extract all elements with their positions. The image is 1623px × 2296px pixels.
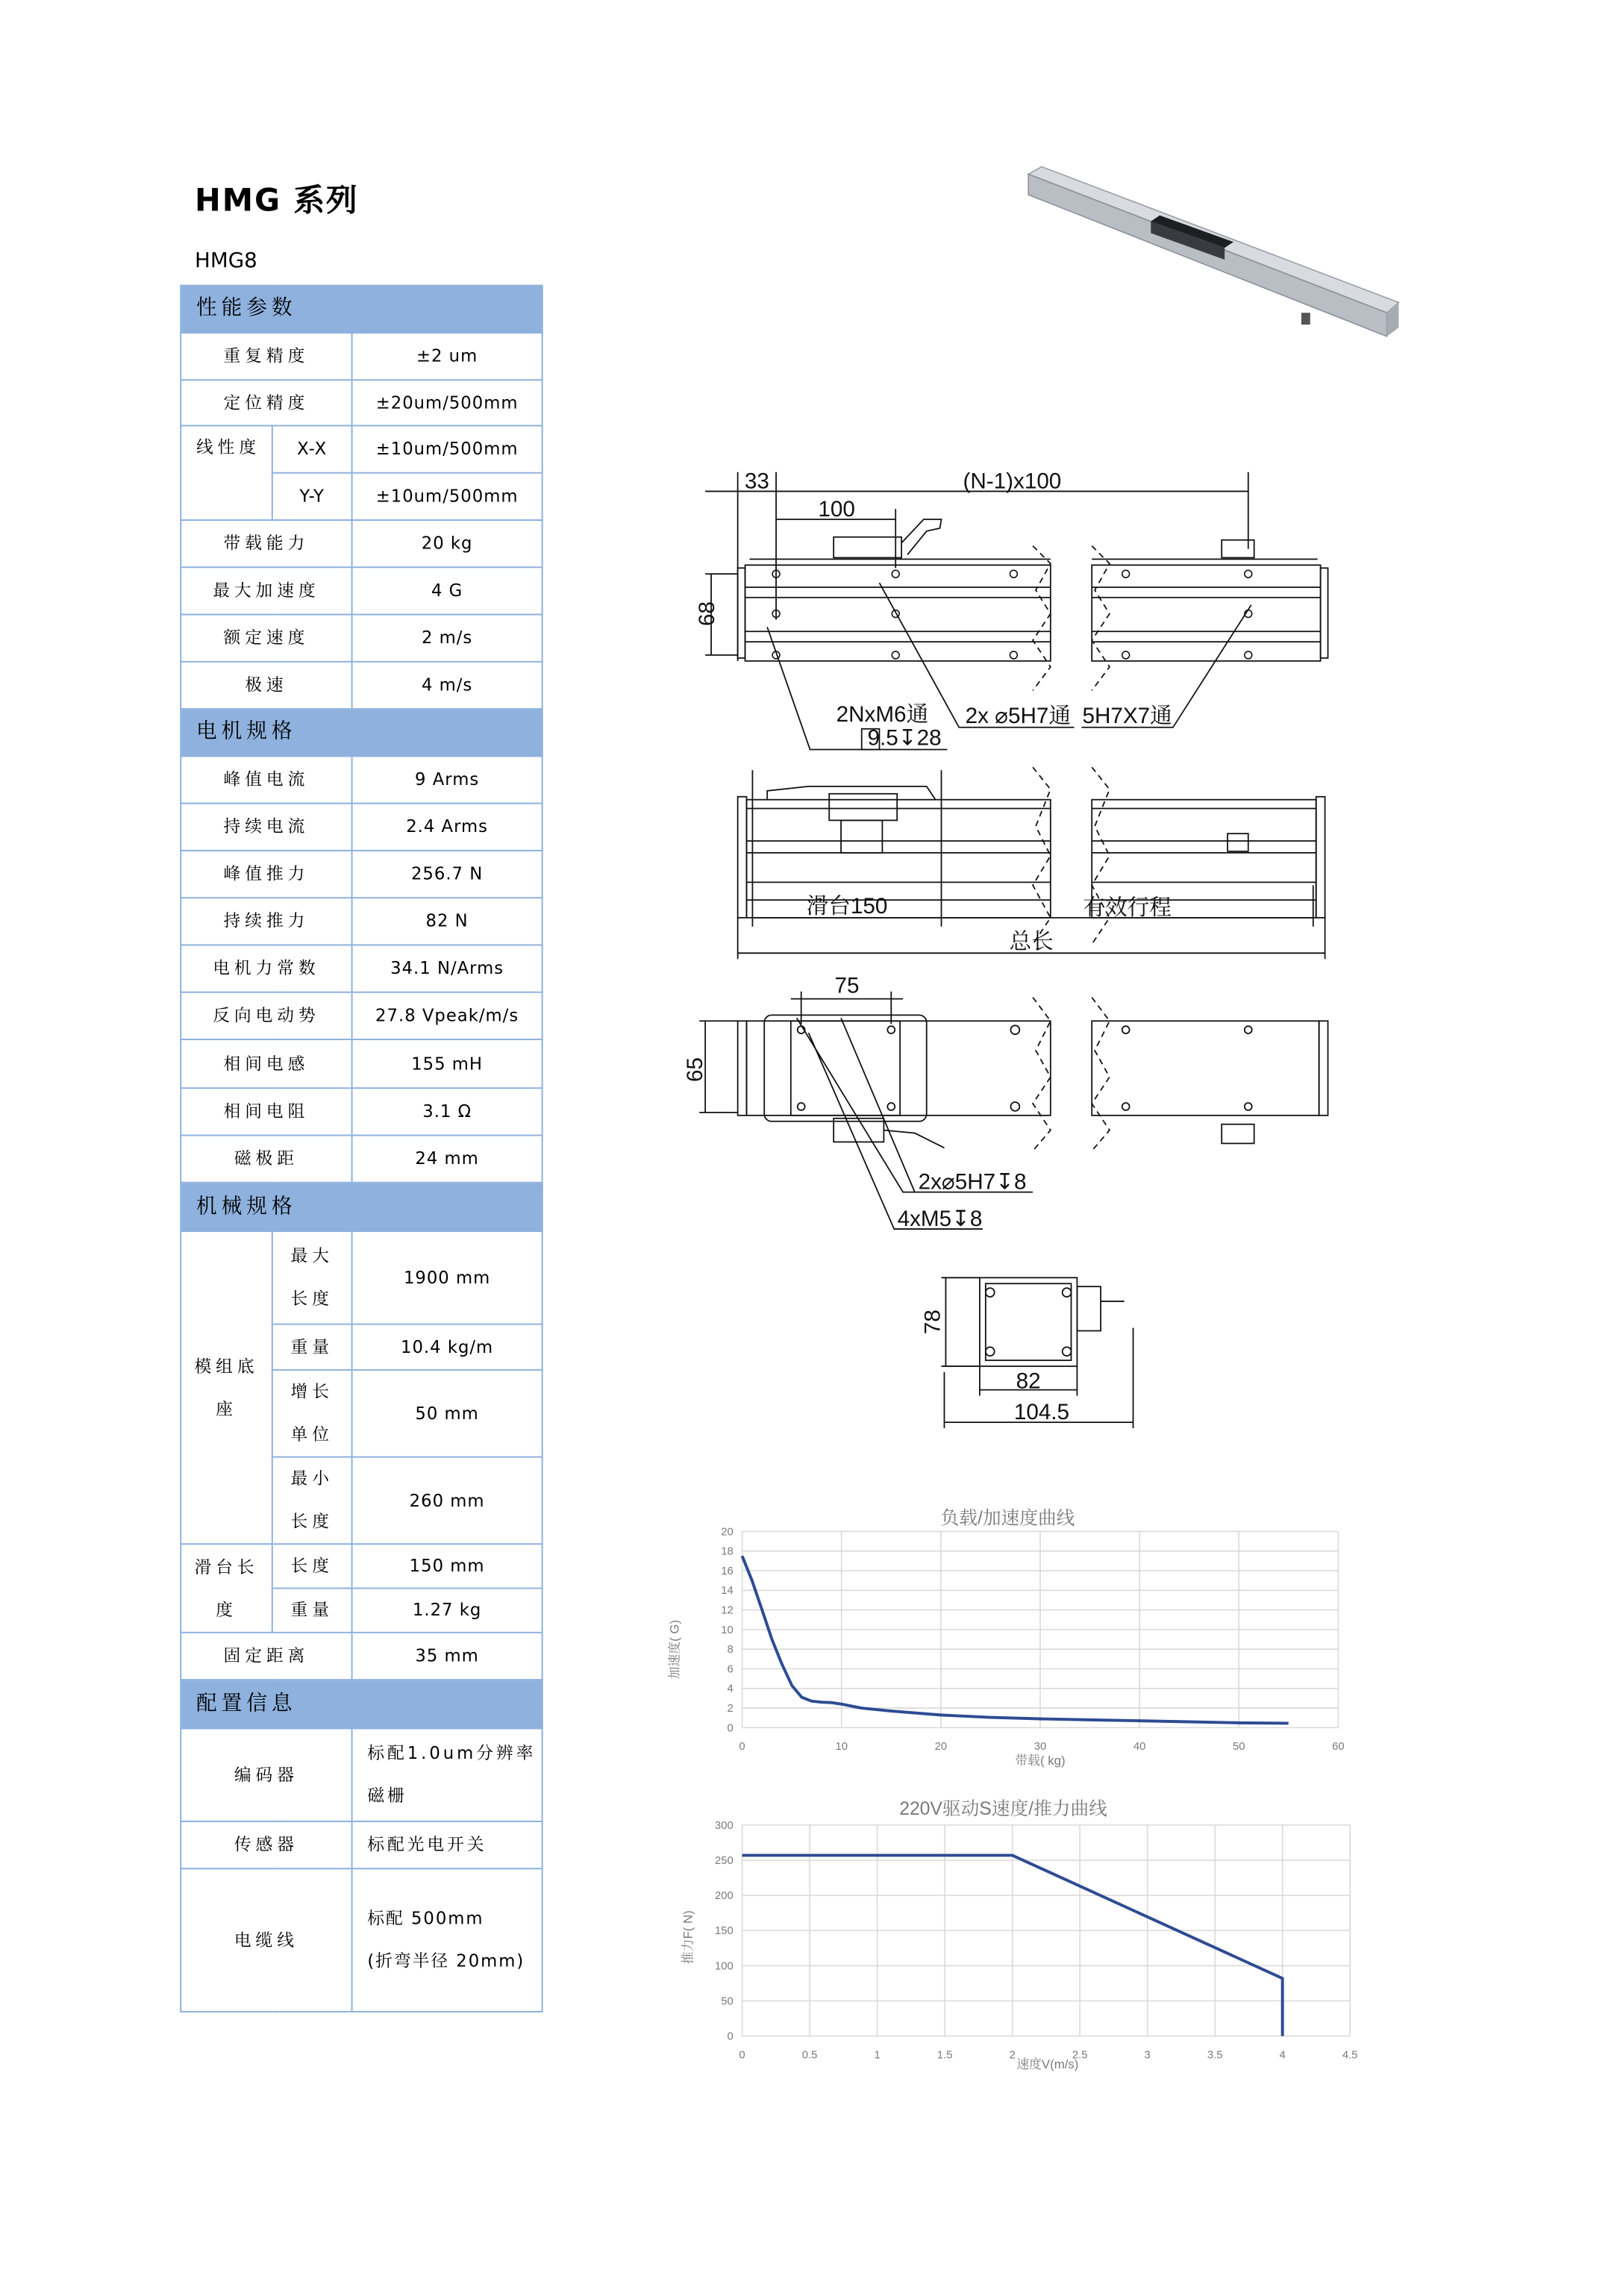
motor-value: 2.4 Arms [352, 804, 542, 851]
model-name: HMG8 [195, 249, 257, 273]
value-cable-length: 标配 500mm [367, 1898, 538, 1940]
chart-title: 220V驱动S速度/推力曲线 [899, 1798, 1107, 1819]
y-tick-label: 14 [721, 1585, 733, 1597]
motor-value: 9 Arms [352, 756, 542, 803]
label-max-length: 最大长度 [272, 1231, 352, 1324]
motor-label: 相间电感 [181, 1039, 351, 1088]
x-tick-label: 4 [1280, 2049, 1286, 2061]
value-load: 20 kg [352, 520, 542, 567]
series-line [742, 1556, 1289, 1723]
value-fixed-distance: 35 mm [352, 1633, 542, 1680]
value-encoder: 标配1.0um分辨率磁栅 [352, 1728, 542, 1821]
chart-load-acceleration [668, 1508, 1345, 1768]
x-tick-label: 1 [874, 2049, 880, 2061]
x-tick-label: 20 [935, 1741, 947, 1753]
value-repeatability: ±2 um [352, 333, 542, 380]
motor-label: 电机力常数 [181, 945, 351, 992]
section-header-mechanical: 机械规格 [181, 1183, 542, 1231]
motor-value: 3.1 Ω [352, 1088, 542, 1135]
y-tick-label: 0 [727, 2031, 733, 2043]
y-tick-label: 300 [715, 1820, 734, 1832]
label-fixed-distance: 固定距离 [181, 1633, 351, 1680]
y-tick-label: 12 [721, 1605, 733, 1617]
label-total-length: 总长 [1009, 929, 1053, 954]
label-linearity-yy: Y-Y [272, 473, 352, 520]
y-tick-label: 4 [727, 1683, 733, 1695]
note-slot: 5H7X7通 [1082, 704, 1172, 728]
y-tick-label: 8 [727, 1644, 733, 1656]
motor-value: 27.8 Vpeak/m/s [352, 992, 542, 1039]
value-cable-bend: (折弯半径 20mm) [367, 1940, 538, 1983]
y-tick-label: 10 [721, 1624, 733, 1636]
dim-78: 78 [921, 1310, 945, 1334]
note-counterbore: 9.5↧28 [868, 726, 942, 751]
x-tick-label: 50 [1233, 1741, 1245, 1753]
x-tick-label: 40 [1133, 1741, 1145, 1753]
note-pin-hole-2: 2x⌀5H7↧8 [919, 1170, 1027, 1195]
y-tick-label: 200 [715, 1890, 734, 1902]
motor-label: 峰值推力 [181, 851, 351, 898]
x-tick-label: 60 [1332, 1741, 1344, 1753]
value-linearity-xx: ±10um/500mm [352, 425, 542, 472]
grid [742, 1531, 1339, 1727]
motor-value: 24 mm [352, 1136, 542, 1183]
label-base: 模组底座 [181, 1231, 272, 1544]
value-linearity-yy: ±10um/500mm [352, 473, 542, 520]
y-tick-label: 2 [727, 1703, 733, 1715]
label-encoder: 编码器 [181, 1728, 351, 1821]
value-max-accel: 4 G [352, 567, 542, 614]
note-pin-hole: 2x ⌀5H7通 [966, 704, 1071, 728]
x-tick-label: 2 [1010, 2049, 1016, 2061]
label-positioning: 定位精度 [181, 380, 351, 425]
dim-65: 65 [683, 1057, 707, 1082]
value-slide-length: 150 mm [352, 1544, 542, 1588]
motor-label: 磁极距 [181, 1136, 351, 1183]
dim-100: 100 [818, 497, 854, 522]
product-image [1028, 166, 1398, 336]
motor-value: 155 mH [352, 1039, 542, 1088]
y-tick-label: 50 [721, 1995, 733, 2007]
value-rated-speed: 2 m/s [352, 615, 542, 662]
label-load: 带载能力 [181, 520, 351, 567]
note-m5: 4xM5↧8 [898, 1207, 983, 1231]
x-tick-label: 0 [739, 2049, 745, 2061]
label-cable: 电缆线 [181, 1868, 351, 2012]
x-axis-label: 带载( kg) [1015, 1754, 1065, 1768]
x-tick-label: 4.5 [1342, 2049, 1358, 2061]
value-base-weight: 10.4 kg/m [352, 1324, 542, 1370]
label-sensor: 传感器 [181, 1821, 351, 1868]
value-slide-weight: 1.27 kg [352, 1589, 542, 1633]
section-header-performance: 性能参数 [181, 286, 542, 333]
x-tick-label: 0.5 [802, 2049, 818, 2061]
label-max-accel: 最大加速度 [181, 567, 351, 614]
x-tick-label: 1.5 [937, 2049, 953, 2061]
y-tick-label: 18 [721, 1546, 733, 1558]
x-tick-label: 3.5 [1207, 2049, 1223, 2061]
label-increment: 增长单位 [272, 1370, 352, 1457]
y-tick-label: 16 [721, 1565, 733, 1577]
motor-value: 82 N [352, 898, 542, 945]
label-min-length: 最小长度 [272, 1457, 352, 1545]
label-base-weight: 重量 [272, 1324, 352, 1370]
x-tick-label: 3 [1145, 2049, 1151, 2061]
note-m6: 2NxM6通 [836, 702, 929, 727]
value-positioning: ±20um/500mm [352, 380, 542, 425]
x-tick-label: 10 [835, 1741, 847, 1753]
dim-82: 82 [1016, 1369, 1041, 1394]
label-linearity-xx: X-X [272, 425, 352, 472]
page-title: HMG 系列 [195, 177, 359, 221]
y-axis-label: 推力F( N) [681, 1910, 695, 1964]
y-axis-label: 加速度( G) [668, 1620, 682, 1679]
label-repeatability: 重复精度 [181, 333, 351, 380]
label-slide: 滑台长度 [181, 1544, 272, 1633]
motor-label: 峰值电流 [181, 756, 351, 803]
chart-title: 负载/加速度曲线 [941, 1508, 1075, 1529]
value-min-length: 260 mm [352, 1457, 542, 1545]
value-max-length: 1900 mm [352, 1231, 542, 1324]
label-slide-150: 滑台150 [807, 894, 888, 919]
label-max-speed: 极速 [181, 662, 351, 709]
x-axis-label: 速度V(m/s) [1016, 2057, 1078, 2071]
label-linearity: 线性度 [181, 425, 272, 520]
motor-label: 持续推力 [181, 898, 351, 945]
dim-75: 75 [834, 974, 859, 998]
value-increment: 50 mm [352, 1370, 542, 1457]
motor-value: 256.7 N [352, 851, 542, 898]
motor-label: 持续电流 [181, 804, 351, 851]
dim-68: 68 [695, 601, 719, 626]
section-header-motor: 电机规格 [181, 709, 542, 756]
x-tick-label: 0 [739, 1741, 745, 1753]
label-slide-length: 长度 [272, 1544, 352, 1588]
y-tick-label: 6 [727, 1663, 733, 1675]
y-tick-label: 250 [715, 1855, 734, 1867]
label-rated-speed: 额定速度 [181, 615, 351, 662]
label-slide-weight: 重量 [272, 1589, 352, 1633]
value-max-speed: 4 m/s [352, 662, 542, 709]
dim-pitch: (N-1)x100 [963, 469, 1062, 493]
x-tick-label: 30 [1034, 1741, 1046, 1753]
x-tick-label: 2.5 [1072, 2049, 1088, 2061]
value-sensor: 标配光电开关 [352, 1821, 542, 1868]
label-stroke: 有效行程 [1083, 895, 1172, 920]
y-tick-label: 20 [721, 1526, 733, 1538]
motor-label: 相间电阻 [181, 1088, 351, 1135]
section-header-config: 配置信息 [181, 1680, 542, 1728]
motor-value: 34.1 N/Arms [352, 945, 542, 992]
y-tick-label: 100 [715, 1960, 734, 1972]
chart-speed-force [681, 1798, 1357, 2071]
y-tick-label: 0 [727, 1722, 733, 1734]
motor-label: 反向电动势 [181, 992, 351, 1039]
dim-33: 33 [745, 469, 769, 493]
dim-104-5: 104.5 [1014, 1400, 1069, 1424]
y-tick-label: 150 [715, 1925, 734, 1937]
